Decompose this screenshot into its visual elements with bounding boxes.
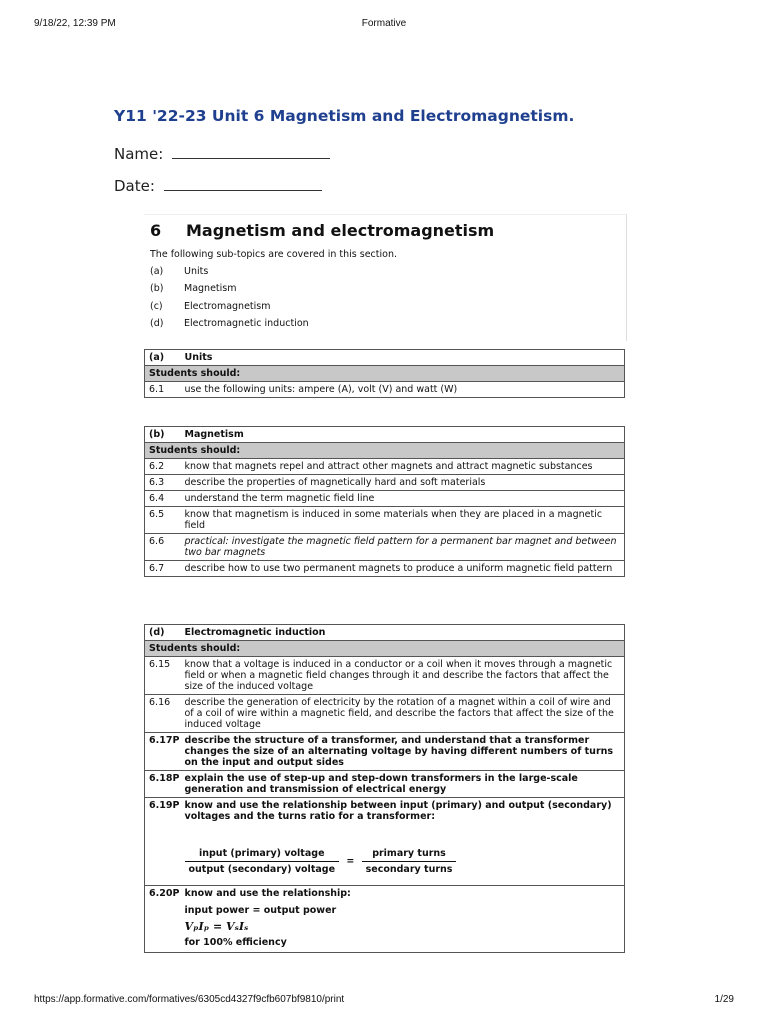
row-content — [181, 798, 625, 886]
row-number: 6.18P — [145, 771, 181, 798]
row-number: 6.4 — [145, 491, 181, 507]
print-app-title: Formative — [361, 18, 407, 29]
equals-sign: = — [346, 856, 355, 867]
table-magnetism — [144, 426, 625, 577]
date-label: Date: — [114, 177, 155, 195]
name-label: Name: — [114, 145, 164, 163]
table-row — [145, 534, 625, 561]
section-number: 6 — [150, 221, 162, 240]
row-text: understand the term magnetic field line — [181, 491, 625, 507]
table-units — [144, 349, 625, 398]
primary-turns-label: primary turns — [362, 848, 457, 862]
row-number: 6.6 — [145, 534, 181, 561]
table-code: (a) — [145, 350, 181, 366]
table-row — [145, 886, 625, 953]
subtopic-key: (d) — [150, 318, 164, 329]
row-text: know and use the relationship between input (primary) and output (secondary) voltages and the turns ratio for a transformer: — [184, 800, 612, 822]
table-title: Electromagnetic induction — [181, 625, 625, 641]
students-should-label: Students should: — [145, 366, 625, 382]
subtopic-key: (b) — [150, 283, 164, 294]
table-row — [145, 459, 625, 475]
table-row — [145, 382, 625, 398]
row-content — [181, 886, 625, 953]
row-number: 6.5 — [145, 507, 181, 534]
row-number: 6.16 — [145, 695, 181, 733]
print-url: https://app.formative.com/formatives/6305cd4327f9cfb607bf9810/print — [34, 994, 345, 1005]
section-name: Magnetism and electromagnetism — [186, 221, 495, 240]
row-number: 6.3 — [145, 475, 181, 491]
table-row — [145, 657, 625, 695]
subtopic-key: (c) — [150, 301, 163, 312]
row-number: 6.15 — [145, 657, 181, 695]
row-text: know that magnetism is induced in some materials when they are placed in a magnetic field — [181, 507, 625, 534]
row-number: 6.7 — [145, 561, 181, 577]
power-relationship: input power = output power — [184, 905, 337, 916]
students-should-label: Students should: — [145, 641, 625, 657]
efficiency-note: for 100% efficiency — [184, 937, 287, 948]
row-number: 6.17P — [145, 733, 181, 771]
row-number: 6.1 — [145, 382, 181, 398]
table-row — [145, 695, 625, 733]
row-text: know that a voltage is induced in a conductor or a coil when it moves through a magnetic field or when a magnetic field changes through it and describe the factors that affect the size of the induced voltage — [181, 657, 625, 695]
row-text: practical: investigate the magnetic field pattern for a permanent bar magnet and between two bar magnets — [181, 534, 625, 561]
row-text: use the following units: ampere (A), volt (V) and watt (W) — [181, 382, 625, 398]
spec-heading-block — [144, 214, 627, 341]
row-text: explain the use of step-up and step-down transformers in the large-scale generation and transmission of electrical energy — [181, 771, 625, 798]
table-row — [145, 507, 625, 534]
table-row — [145, 771, 625, 798]
row-text: describe the generation of electricity by the rotation of a magnet within a coil of wire and of a coil of wire within a magnetic field, and describe the factors that affect the size of the induced voltage — [181, 695, 625, 733]
secondary-turns-label: secondary turns — [365, 864, 453, 875]
row-text: describe the properties of magnetically hard and soft materials — [181, 475, 625, 491]
name-blank-line — [172, 146, 330, 159]
table-code: (b) — [145, 427, 181, 443]
section-intro: The following sub-topics are covered in this section. — [150, 249, 397, 260]
subtopic-label: Units — [184, 266, 209, 277]
table-electromagnetic-induction — [144, 624, 625, 953]
subtopic-label: Electromagnetism — [184, 301, 271, 312]
table-title: Units — [181, 350, 625, 366]
table-row — [145, 798, 625, 886]
power-formula: VₚIₚ = VₛIₛ — [184, 920, 249, 933]
table-row — [145, 733, 625, 771]
table-row — [145, 475, 625, 491]
row-text: know that magnets repel and attract other magnets and attract magnetic substances — [181, 459, 625, 475]
table-row — [145, 561, 625, 577]
row-number: 6.19P — [145, 798, 181, 886]
secondary-voltage-label: output (secondary) voltage — [188, 864, 336, 875]
table-code: (d) — [145, 625, 181, 641]
date-field — [114, 177, 322, 195]
voltage-turns-equation — [185, 848, 621, 883]
row-text: know and use the relationship: — [184, 888, 351, 899]
name-field — [114, 145, 330, 163]
print-datetime: 9/18/22, 12:39 PM — [34, 18, 116, 29]
document-title: Y11 '22-23 Unit 6 Magnetism and Electromagnetism. — [114, 107, 575, 125]
row-number: 6.2 — [145, 459, 181, 475]
subtopic-label: Electromagnetic induction — [184, 318, 309, 329]
primary-voltage-label: input (primary) voltage — [185, 848, 340, 862]
print-page-number: 1/29 — [714, 994, 734, 1005]
date-blank-line — [164, 178, 322, 191]
row-text: describe how to use two permanent magnets to produce a uniform magnetic field pattern — [181, 561, 625, 577]
table-row — [145, 491, 625, 507]
table-title: Magnetism — [181, 427, 625, 443]
subtopic-key: (a) — [150, 266, 164, 277]
row-number: 6.20P — [145, 886, 181, 953]
row-text: describe the structure of a transformer, and understand that a transformer changes the size of an alternating voltage by having different numbers of turns on the input and output sides — [181, 733, 625, 771]
voltage-ratio — [185, 848, 340, 875]
students-should-label: Students should: — [145, 443, 625, 459]
turns-ratio — [362, 848, 457, 875]
subtopic-label: Magnetism — [184, 283, 237, 294]
